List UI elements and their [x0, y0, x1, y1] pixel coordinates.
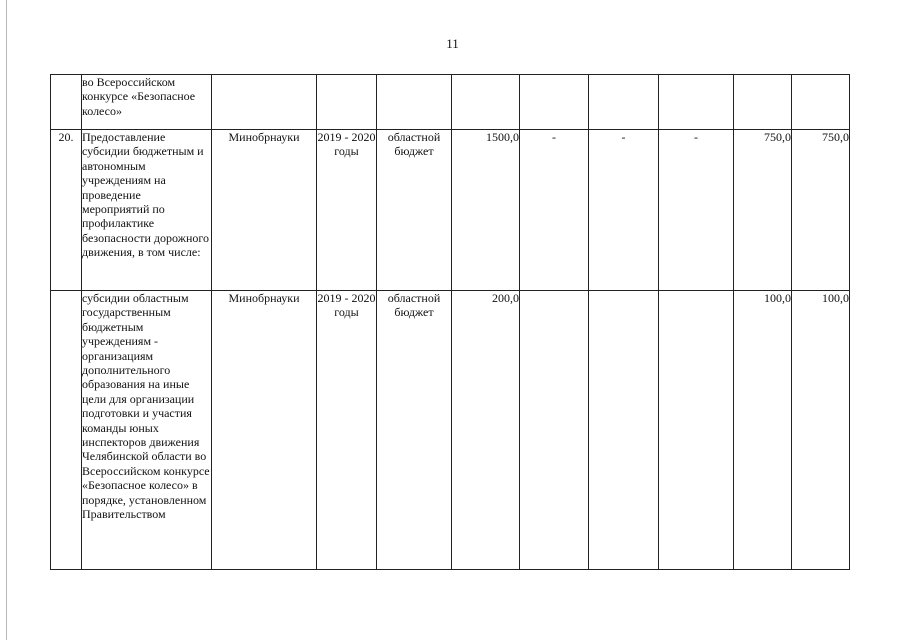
year-amount-cell: 750,0	[792, 130, 850, 291]
total-amount-cell	[452, 75, 520, 130]
year-amount-cell	[792, 75, 850, 130]
total-amount-cell: 200,0	[452, 291, 520, 570]
year-amount-cell: -	[520, 130, 589, 291]
total-amount-cell: 1500,0	[452, 130, 520, 291]
table-row	[51, 75, 850, 130]
executor-cell: Минобрнауки	[212, 291, 317, 570]
executor-cell	[212, 75, 317, 130]
year-amount-cell: 100,0	[792, 291, 850, 570]
funding-source-cell: областной бюджет	[377, 291, 452, 570]
page-number: 11	[446, 36, 459, 51]
year-amount-cell	[520, 75, 589, 130]
year-amount-cell	[659, 291, 734, 570]
table-row	[51, 130, 850, 291]
year-amount-cell: 750,0	[734, 130, 792, 291]
row-number-cell: 20.	[51, 130, 82, 291]
row-number-cell	[51, 75, 82, 130]
activity-name-cell: во Всероссийском конкурсе «Безопасное колесо»	[82, 75, 212, 130]
year-amount-cell	[734, 75, 792, 130]
executor-cell: Минобрнауки	[212, 130, 317, 291]
period-cell: 2019 - 2020 годы	[317, 291, 377, 570]
year-amount-cell: -	[659, 130, 734, 291]
funding-source-cell	[377, 75, 452, 130]
year-amount-cell	[520, 291, 589, 570]
activity-name-cell: субсидии областным государственным бюджетным учреждениям - организациям дополнительного образования на иные цели для организации подготовки и участия команды юных инспекторов движения Челябинской области во Всероссийском конкурсе «Безопасное колесо» в порядке, установленном Правительством	[82, 291, 212, 570]
period-cell: 2019 - 2020 годы	[317, 130, 377, 291]
program-activities-table	[50, 74, 850, 570]
year-amount-cell	[589, 291, 659, 570]
year-amount-cell: -	[589, 130, 659, 291]
year-amount-cell	[589, 75, 659, 130]
activity-name-cell: Предоставление субсидии бюджетным и автономным учреждениям на проведение мероприятий по профилактике безопасности дорожного движения, в том числе:	[82, 130, 212, 291]
year-amount-cell: 100,0	[734, 291, 792, 570]
period-cell	[317, 75, 377, 130]
scan-edge-line	[6, 0, 7, 640]
funding-source-cell: областной бюджет	[377, 130, 452, 291]
year-amount-cell	[659, 75, 734, 130]
table-row	[51, 291, 850, 570]
row-number-cell	[51, 291, 82, 570]
